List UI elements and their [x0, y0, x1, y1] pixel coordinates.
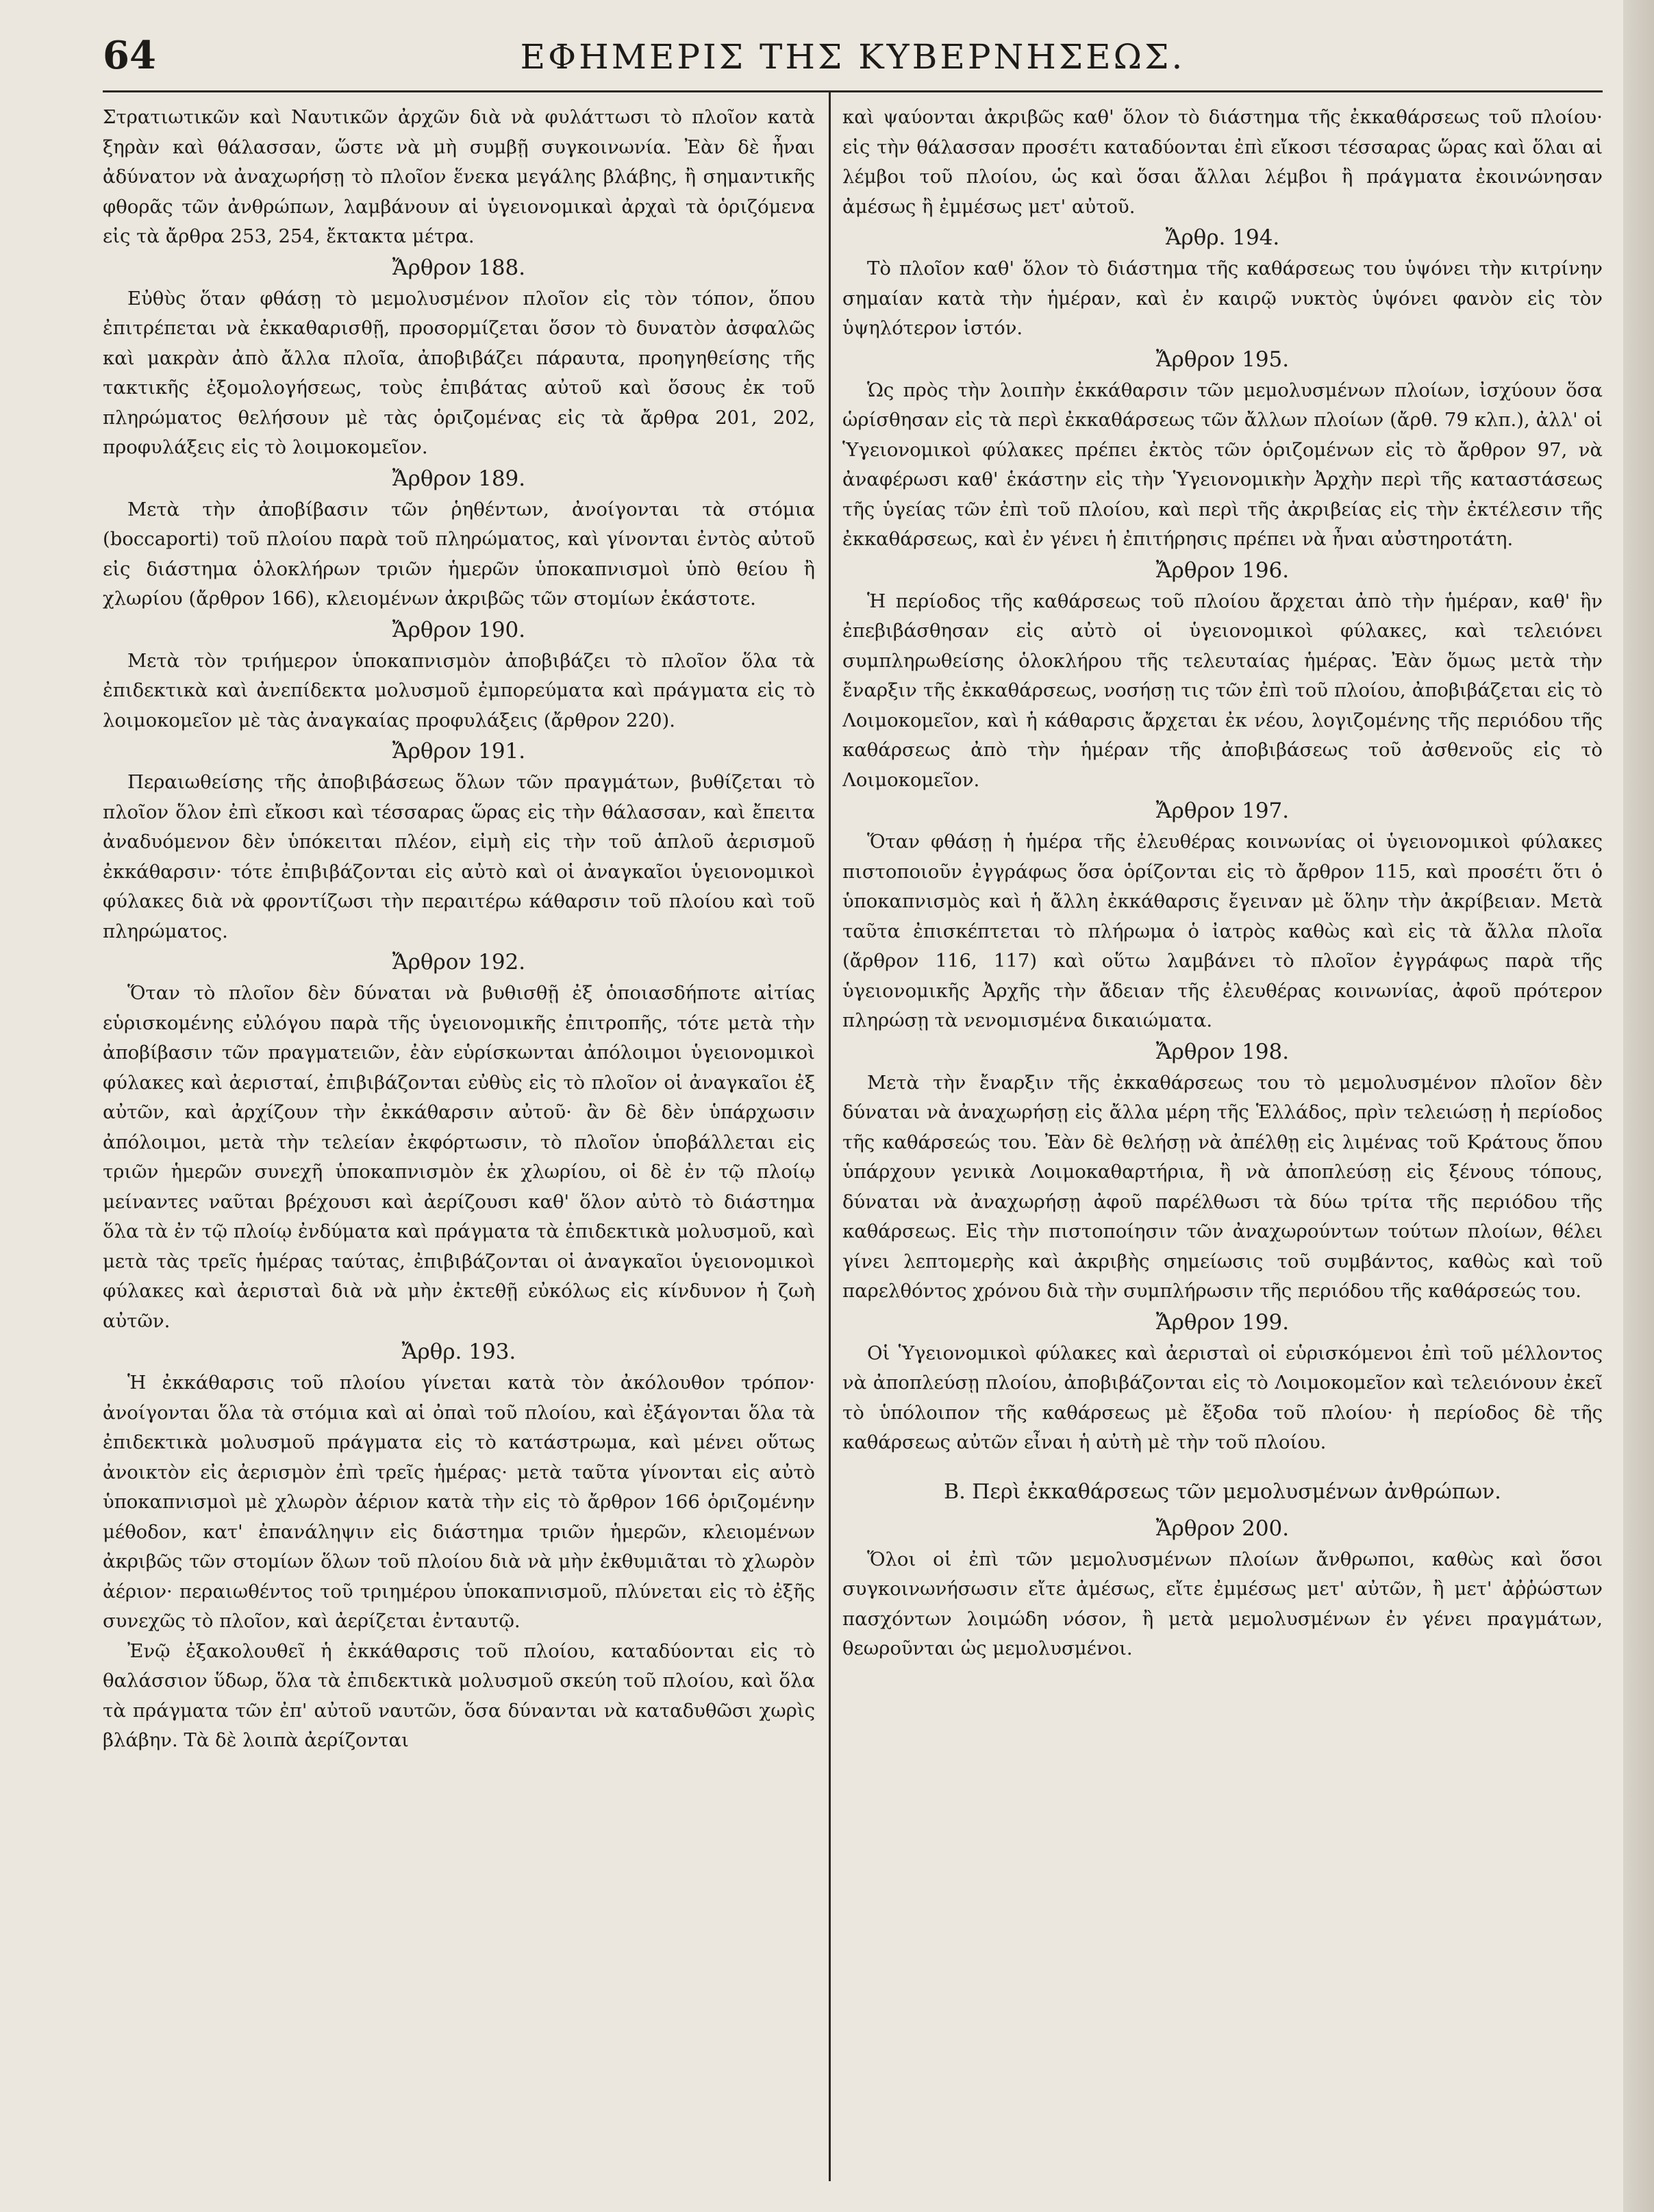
article-heading-197: Ἄρθρον 197.	[1155, 799, 1290, 823]
header-rule	[103, 90, 1603, 92]
article-heading-193: Ἄρθρ. 193.	[401, 1340, 516, 1364]
article-200-text: Ὅλοι οἱ ἐπὶ τῶν μεμολυσμένων πλοίων ἄνθρωποι, καθὼς καὶ ὅσοι συγκοινωνήσωσιν εἴτε ἀμέσως, εἴτε ἐμμέσως μετ' αὐτῶν, ἢ μετ' ἀῤῥώστων πασχόντων λοιμώδη νόσον, ἢ μετὰ μεμολυσμένων ἐν γένει πραγμάτων, θεωροῦνται ὡς μεμολυσμένοι.	[842, 1548, 1603, 1659]
adjacent-page-edge	[1623, 0, 1654, 2212]
article-heading-194: Ἄρθρ. 194.	[1165, 225, 1280, 250]
article-190-text: Μετὰ τὸν τριήμερον ὑποκαπνισμὸν ἀποβιβάζει τὸ πλοῖον ὅλα τὰ ἐπιδεκτικὰ καὶ ἀνεπίδεκτα μολυσμοῦ ἐμπορεύματα καὶ πράγματα εἰς τὸ λοιμοκομεῖον μὲ τὰς ἀναγκαίας προφυλάξεις (ἄρθρον 220).	[103, 649, 815, 731]
section-heading-b: Β. Περὶ ἐκκαθάρσεως τῶν μεμολυσμένων ἀνθρώπων.	[944, 1479, 1501, 1504]
article-195-text: Ὡς πρὸς τὴν λοιπὴν ἐκκάθαρσιν τῶν μεμολυσμένων πλοίων, ἰσχύουν ὅσα ὡρίσθησαν εἰς τὰ περὶ ἐκκαθάρσεως τῶν ἄλλων πλοίων (ἄρθ. 79 κλπ.), ἀλλ' οἱ Ὑγειονομικοὶ φύλακες πρέπει ἐκτὸς τῶν ὁριζομένων εἰς τὸ ἄρθρον 97, νὰ ἀναφέρωσι καθ' ἑκάστην εἰς τὴν Ὑγειονομικὴν Ἀρχὴν περὶ τῆς καταστάσεως τῆς ὑγείας τῶν ἐπὶ τοῦ πλοίου, καὶ περὶ τῆς ἀκριβείας εἰς τὴν ἐκτέλεσιν τῆς ἐκκαθάρσεως, καὶ ἐν γένει ἡ ἐπιτήρησις πρέπει νὰ ἦναι αὐστηροτάτη.	[842, 379, 1603, 550]
article-heading-195: Ἄρθρον 195.	[1155, 347, 1290, 372]
article-heading-199: Ἄρθρον 199.	[1155, 1309, 1290, 1335]
running-title: ΕΦΗΜΕΡΙΣ ΤΗΣ ΚΥΒΕΡΝΗΣΕΩΣ.	[520, 37, 1186, 77]
page-number: 64	[103, 33, 156, 78]
article-199-text: Οἱ Ὑγειονομικοὶ φύλακες καὶ ἀερισταὶ οἱ εὑρισκόμενοι ἐπὶ τοῦ μέλλοντος νὰ ἀποπλεύσῃ πλοίου, ἀποβιβάζονται εἰς τὸ Λοιμοκομεῖον καὶ τελειόνουν ἐκεῖ τὸ ὑπόλοιπον τῆς καθάρσεως μὲ ἔξοδα τοῦ πλοίου· ἡ περίοδος δὲ τῆς καθάρσεως αὐτῶν εἶναι ἡ αὐτὴ μὲ τὴν τοῦ πλοίου.	[842, 1342, 1603, 1453]
paragraph-continued: καὶ ψαύονται ἀκριβῶς καθ' ὅλον τὸ διάστημα τῆς ἐκκαθάρσεως τοῦ πλοίου· εἰς τὴν θάλασσαν προσέτι καταδύονται ἐπὶ εἴκοσι τέσσαρας ὥρας καὶ ὅλαι αἱ λέμβοι τοῦ πλοίου, ὡς καὶ ὅσαι ἄλλαι λέμβοι ἢ πράγματα ἐκοινώνησαν ἀμέσως ἢ ἐμμέσως μετ' αὐτοῦ.	[842, 106, 1603, 218]
article-heading-191: Ἄρθρον 191.	[392, 739, 526, 764]
article-191-text: Περαιωθείσης τῆς ἀποβιβάσεως ὅλων τῶν πραγμάτων, βυθίζεται τὸ πλοῖον ὅλον ἐπὶ εἴκοσι καὶ τέσσαρας ὥρας εἰς τὴν θάλασσαν, καὶ ἔπειτα ἀναδυόμενον δὲν ὑπόκειται πλέον, εἰμὴ εἰς τὴν τοῦ ἁπλοῦ ἀερισμοῦ ἐκκάθαρσιν· τότε ἐπιβιβάζονται εἰς αὐτὸ καὶ οἱ ἀναγκαῖοι ὑγειονομικοὶ φύλακες διὰ νὰ φροντίζωσι τὴν περαιτέρω κάθαρσιν τοῦ πλοίου καὶ τοῦ πληρώματος.	[103, 771, 815, 942]
article-heading-189: Ἄρθρον 189.	[392, 466, 526, 491]
article-192-text: Ὅταν τὸ πλοῖον δὲν δύναται νὰ βυθισθῇ ἐξ ὁποιασδήποτε αἰτίας εὑρισκομένης εὐλόγου παρὰ τῆς ὑγειονομικῆς ἐπιτροπῆς, τότε μετὰ τὴν ἀποβίβασιν τῶν πραγματειῶν, ἐὰν εὑρίσκωνται ἀπόλοιμοι ὑγειονομικοὶ φύλακες καὶ ἀερισταί, ἐπιβιβάζονται εὐθὺς εἰς τὸ πλοῖον οἱ ἀναγκαῖοι ἐξ αὐτῶν, καὶ ἀρχίζουν τὴν ἐκκάθαρσιν αὐτοῦ· ἂν δὲ δὲν ὑπάρχωσιν ἀπόλοιμοι, μετὰ τὴν τελείαν ἐκφόρτωσιν, τὸ πλοῖον ὑποβάλλεται εἰς τριῶν ἡμερῶν συνεχῆ ὑποκαπνισμὸν ἐκ χλωρίου, οἱ δὲ ἐν τῷ πλοίῳ μείναντες ναῦται βρέχουσι καὶ ἀερίζουσι καθ' ὅλον αὐτὸ τὸ διάστημα ὅλα τὰ ἐν τῷ πλοίῳ ἐνδύματα καὶ πράγματα τὰ ἐπιδεκτικὰ μολυσμοῦ, καὶ μετὰ τὰς τρεῖς ἡμέρας ταύτας, ἐπιβιβάζονται οἱ ἀναγκαῖοι ὑγειονομικοὶ φύλακες καὶ ἀερισταὶ διὰ νὰ μὴν ἐκτεθῇ εὐκόλως εἰς κίνδυνον ἡ ζωὴ αὐτῶν.	[103, 982, 815, 1332]
paragraph-continued: Στρατιωτικῶν καὶ Ναυτικῶν ἀρχῶν διὰ νὰ φυλάττωσι τὸ πλοῖον κατὰ ξηρὰν καὶ θάλασσαν, ὥστε νὰ μὴ συμβῇ συγκοινωνία. Ἐὰν δὲ ἦναι ἀδύνατον νὰ ἀναχωρήσῃ τὸ πλοῖον ἕνεκα μεγάλης βλάβης, ἢ σημαντικῆς φθορᾶς τῶν ἀνθρώπων, λαμβάνουν αἱ ὑγειονομικαὶ ἀρχαὶ τὰ ὁριζόμενα εἰς τὰ ἄρθρα 253, 254, ἔκτακτα μέτρα.	[103, 106, 815, 247]
article-heading-198: Ἄρθρον 198.	[1155, 1039, 1290, 1064]
article-198-text: Μετὰ τὴν ἔναρξιν τῆς ἐκκαθάρσεως του τὸ μεμολυσμένον πλοῖον δὲν δύναται νὰ ἀναχωρήσῃ εἰς ἄλλα μέρη τῆς Ἑλλάδος, πρὶν τελειώσῃ ἡ περίοδος τῆς καθάρσεώς του. Ἐὰν δὲ θελήσῃ νὰ ἀπέλθῃ εἰς λιμένας τοῦ Κράτους ὅπου ὑπάρχουν γενικὰ Λοιμοκαθαρτήρια, ἢ νὰ ἀποπλεύσῃ εἰς ξένους τόπους, δύναται νὰ ἀναχωρήσῃ ἀφοῦ παρέλθωσι τὰ δύω τρίτα τῆς περιόδου τῆς καθάρσεως. Εἰς τὴν πιστοποίησιν τῶν ἀναχωρούντων τούτων πλοίων, θέλει γίνει λεπτομερὴς καὶ ἀκριβὴς σημείωσις τοῦ συμβάντος, καθὼς καὶ τοῦ παρελθόντος χρόνου διὰ τὴν συμπλήρωσιν τῆς περιόδου τῆς καθάρσεώς του.	[842, 1071, 1603, 1302]
article-188-text: Εὐθὺς ὅταν φθάσῃ τὸ μεμολυσμένον πλοῖον εἰς τὸν τόπον, ὅπου ἐπιτρέπεται νὰ ἐκκαθαρισθῇ, προσορμίζεται ὅσον τὸ δυνατὸν ἀσφαλῶς καὶ μακρὰν ἀπὸ ἄλλα πλοῖα, ἀποβιβάζει πάραυτα, προηγηθείσης τῆς τακτικῆς ἐξομολογήσεως, τοὺς ἐπιβάτας αὐτοῦ καὶ ὅσους ἐκ τοῦ πληρώματος θελήσουν μὲ τὰς ὁριζομένας εἰς τὰ ἄρθρα 201, 202, προφυλάξεις εἰς τὸ λοιμοκομεῖον.	[103, 287, 815, 458]
right-column	[842, 103, 1603, 2185]
article-heading-196: Ἄρθρον 196.	[1155, 557, 1290, 583]
column-divider	[829, 92, 831, 2181]
article-heading-188: Ἄρθρον 188.	[392, 255, 526, 280]
article-193-text: Ἡ ἐκκάθαρσις τοῦ πλοίου γίνεται κατὰ τὸν ἀκόλουθον τρόπον· ἀνοίγονται ὅλα τὰ στόμια καὶ αἱ ὀπαὶ τοῦ πλοίου, καὶ ἐξάγονται ὅλα τὰ ἐπιδεκτικὰ μολυσμοῦ πράγματα εἰς τὸ κατάστρωμα, καὶ μένει οὕτως ἀνοικτὸν εἰς ἀερισμὸν ἐπὶ τρεῖς ἡμέρας· μετὰ ταῦτα γίνονται εἰς αὐτὸ ὑποκαπνισμοὶ μὲ χλωρὸν ἀέριον κατὰ τὴν εἰς τὸ ἄρθρον 166 ὁριζομένην μέθοδον, κατ' ἐπανάληψιν εἰς διάστημα τριῶν ἡμερῶν, κλειομένων ἀκριβῶς τῶν στομίων ὅλων τοῦ πλοίου διὰ νὰ μὴν ἐκθυμιᾶται τὸ χλωρὸν ἀέριον· περαιωθέντος τοῦ τριημέρου ὑποκαπνισμοῦ, πλύνεται εἰς τὸ ἐξῆς συνεχῶς τὸ πλοῖον, καὶ ἀερίζεται ἐνταυτῷ.	[103, 1372, 815, 1632]
article-heading-190: Ἄρθρον 190.	[392, 617, 526, 642]
left-column	[103, 103, 815, 2185]
article-196-text: Ἡ περίοδος τῆς καθάρσεως τοῦ πλοίου ἄρχεται ἀπὸ τὴν ἡμέραν, καθ' ἣν ἐπεβιβάσθησαν εἰς αὐτὸ οἱ ὑγειονομικοὶ φύλακες, καὶ τελειόνει συμπληρωθείσης ὁλοκλήρου τῆς τελευταίας ἡμέρας. Ἐὰν ὅμως μετὰ τὴν ἔναρξιν τῆς ἐκκαθάρσεως, νοσήσῃ τις τῶν ἐπὶ τοῦ πλοίου, ἀποβιβάζεται εἰς τὸ Λοιμοκομεῖον, καὶ ἡ κάθαρσις ἄρχεται ἐκ νέου, λογιζομένης τῆς περιόδου τῆς καθάρσεως ἀπὸ τὴν ἡμέραν τῆς ἀποβιβάσεως τοῦ ἀσθενοῦς εἰς τὸ Λοιμοκομεῖον.	[842, 590, 1603, 791]
article-193-text-continued: Ἐνῷ ἐξακολουθεῖ ἡ ἐκκάθαρσις τοῦ πλοίου, καταδύονται εἰς τὸ θαλάσσιον ὕδωρ, ὅλα τὰ ἐπιδεκτικὰ μολυσμοῦ σκεύη τοῦ πλοίου, καὶ ὅλα τὰ πράγματα τῶν ἐπ' αὐτοῦ ναυτῶν, ὅσα δύνανται νὰ καταδυθῶσι χωρὶς βλάβην. Τὰ δὲ λοιπὰ ἀερίζονται	[103, 1639, 815, 1751]
page-header	[103, 27, 1603, 89]
article-197-text: Ὅταν φθάσῃ ἡ ἡμέρα τῆς ἐλευθέρας κοινωνίας οἱ ὑγειονομικοὶ φύλακες πιστοποιοῦν ἐγγράφως ὅσα ὁρίζονται εἰς τὸ ἄρθρον 115, καὶ προσέτι ὅτι ὁ ὑποκαπνισμὸς καὶ ἡ ἄλλη ἐκκάθαρσις ἔγειναν μὲ ὅλην τὴν ἀκρίβειαν. Μετὰ ταῦτα ἐπισκέπτεται τὸ πλήρωμα ὁ ἰατρὸς καθὼς καὶ εἰς τὰ ἄλλα πλοῖα (ἄρθρον 116, 117) καὶ οὕτω λαμβάνει τὸ πλοῖον ἐγγράφως παρὰ τῆς ὑγειονομικῆς Ἀρχῆς τὴν ἄδειαν τῆς ἐλευθέρας κοινωνίας, ἀφοῦ πρότερον πληρώσῃ τὰ νενομισμένα δικαιώματα.	[842, 831, 1603, 1031]
article-194-text: Τὸ πλοῖον καθ' ὅλον τὸ διάστημα τῆς καθάρσεως του ὑψόνει τὴν κιτρίνην σημαίαν κατὰ τὴν ἡμέραν, καὶ ἐν καιρῷ νυκτὸς ὑψόνει φανὸν εἰς τὸν ὑψηλότερον ἱστόν.	[842, 257, 1603, 339]
article-heading-200: Ἄρθρον 200.	[1155, 1516, 1290, 1541]
article-heading-192: Ἄρθρον 192.	[392, 950, 526, 975]
article-189-text: Μετὰ τὴν ἀποβίβασιν τῶν ῥηθέντων, ἀνοίγονται τὰ στόμια (boccaporti) τοῦ πλοίου παρὰ τοῦ πληρώματος, καὶ γίνονται ἐντὸς αὐτοῦ εἰς διάστημα ὁλοκλήρων τριῶν ἡμερῶν ὑποκαπνισμοὶ ὑπὸ θείου ἢ χλωρίου (ἄρθρον 166), κλειομένων ἀκριβῶς τῶν στομίων ἑκάστοτε.	[103, 498, 815, 609]
